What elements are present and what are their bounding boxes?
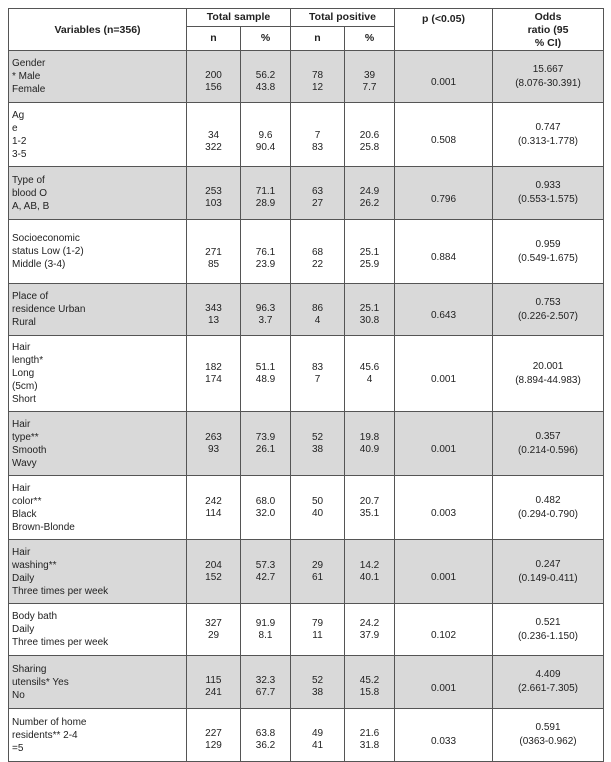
table-body: [9, 51, 604, 762]
ts-n-value: 253: [205, 186, 222, 197]
odds-ratio-cell: [493, 103, 604, 167]
p-value-cell: 0.508: [395, 103, 493, 167]
tp-n-cell: [291, 103, 345, 167]
ts-n-value: 29: [207, 629, 220, 641]
variable-line: Place of: [12, 291, 49, 302]
ts-pct-value: 76.1: [255, 246, 276, 258]
tp-n-value: 86: [311, 302, 324, 314]
ts-n-value: 174: [205, 373, 222, 385]
variable-line: Hair: [12, 342, 31, 353]
variable-line: residents** 2-4: [12, 729, 78, 741]
ts-pct-value: 67.7: [255, 687, 276, 698]
tp-pct-cell: [345, 167, 395, 220]
table-container: [8, 8, 604, 762]
ts-n-value: 34: [207, 129, 220, 141]
tp-pct-value: 39: [363, 69, 376, 81]
header-total-positive: Total positive: [291, 9, 395, 27]
variable-cell: [9, 167, 187, 220]
ts-pct-value: 3.7: [258, 314, 273, 326]
tp-n-value: 83: [311, 141, 324, 153]
ts-n-value: 200: [205, 69, 222, 81]
odds-ratio-value: 0.357: [535, 430, 561, 442]
tp-n-cell: [291, 412, 345, 476]
variable-cell: [9, 412, 187, 476]
header-row-top: [9, 9, 604, 27]
tp-n-value: 68: [311, 246, 324, 258]
confidence-interval: (8.894-44.983): [515, 374, 581, 386]
ts-n-value: 115: [205, 675, 222, 686]
tp-pct-cell: [345, 284, 395, 336]
odds-ratio-cell: [493, 709, 604, 762]
tp-pct-value: 35.1: [359, 507, 380, 519]
tp-n-cell: [291, 604, 345, 656]
variable-cell: [9, 604, 187, 656]
tp-n-value: 52: [311, 431, 324, 443]
odds-ratio-cell: [493, 412, 604, 476]
header-odds-line3: % CI): [534, 37, 562, 49]
variable-cell: [9, 656, 187, 709]
ts-n-value: 85: [207, 258, 220, 270]
tp-n-value: 4: [314, 314, 321, 326]
ts-pct-value: 57.3: [255, 559, 276, 571]
variable-line: Ag: [12, 109, 25, 121]
tp-pct-value: 31.8: [359, 740, 380, 751]
ts-pct-cell: [241, 476, 291, 540]
odds-ratio-cell: [493, 220, 604, 284]
tp-pct-cell: [345, 604, 395, 656]
variable-line: Gender: [12, 58, 46, 69]
variable-line: Black: [12, 508, 37, 520]
p-value-cell: 0.102: [395, 604, 493, 656]
ts-n-cell: [187, 709, 241, 762]
tp-pct-value: 45.2: [359, 675, 380, 686]
ts-n-value: 263: [205, 431, 222, 443]
ts-n-value: 182: [205, 361, 222, 373]
ts-pct-value: 91.9: [255, 617, 276, 629]
variable-line: status Low (1-2): [12, 246, 84, 257]
ts-n-value: 204: [205, 559, 222, 571]
variable-line: =5: [12, 742, 24, 754]
tp-pct-value: 20.6: [359, 129, 380, 141]
tp-n-value: 63: [311, 186, 324, 197]
odds-ratio-cell: [493, 604, 604, 656]
variable-line: Number of home: [12, 716, 87, 728]
tp-pct-value: 20.7: [359, 495, 380, 507]
tp-pct-cell: [345, 412, 395, 476]
ts-pct-value: 90.4: [255, 141, 276, 153]
p-value-cell: 0.001: [395, 540, 493, 604]
table-row: [9, 51, 604, 103]
odds-ratio-cell: [493, 284, 604, 336]
variable-line: Daily: [12, 624, 35, 635]
tp-pct-value: 21.6: [359, 728, 380, 739]
ts-n-cell: [187, 604, 241, 656]
tp-n-value: 7: [314, 129, 321, 141]
ts-n-value: 327: [205, 617, 222, 629]
ts-pct-cell: [241, 284, 291, 336]
variable-line: Socioeconomic: [12, 233, 80, 244]
header-total-sample: Total sample: [187, 9, 291, 27]
variable-line: (5cm): [12, 381, 38, 392]
table-row: [9, 709, 604, 762]
variable-line: utensils* Yes: [12, 676, 69, 688]
tp-pct-cell: [345, 476, 395, 540]
ts-n-value: 103: [205, 198, 222, 209]
ts-pct-cell: [241, 167, 291, 220]
odds-ratio-value: 0.591: [535, 722, 561, 733]
ts-n-value: 129: [205, 740, 222, 751]
variable-line: Female: [12, 84, 46, 95]
tp-n-cell: [291, 167, 345, 220]
ts-n-value: 152: [205, 571, 222, 583]
header-odds-line1: Odds: [534, 11, 562, 23]
tp-pct-value: 19.8: [359, 431, 380, 443]
table-row: [9, 284, 604, 336]
odds-ratio-value: 0.959: [535, 238, 561, 250]
odds-ratio-cell: [493, 167, 604, 220]
p-value-cell: 0.001: [395, 336, 493, 412]
ts-pct-value: 56.2: [255, 69, 276, 81]
ts-pct-value: 48.9: [255, 373, 276, 385]
variable-line: e: [12, 122, 18, 134]
ts-n-cell: [187, 336, 241, 412]
tp-n-value: 41: [311, 740, 324, 751]
tp-n-cell: [291, 51, 345, 103]
variable-line: Smooth: [12, 444, 47, 456]
ts-pct-cell: [241, 51, 291, 103]
variable-line: 1-2: [12, 135, 27, 147]
variable-line: Wavy: [12, 457, 37, 469]
variable-line: Three times per week: [12, 585, 109, 597]
tp-n-cell: [291, 476, 345, 540]
ts-n-value: 13: [207, 314, 220, 326]
ts-n-cell: [187, 412, 241, 476]
variable-line: Rural: [12, 317, 36, 328]
ts-n-cell: [187, 284, 241, 336]
p-value-cell: 0.796: [395, 167, 493, 220]
ts-n-cell: [187, 167, 241, 220]
table-row: [9, 540, 604, 604]
ts-n-value: 114: [205, 507, 222, 519]
confidence-interval: (2.661-7.305): [517, 683, 579, 694]
ts-pct-value: 51.1: [255, 361, 276, 373]
tp-n-value: 11: [312, 629, 323, 641]
odds-ratio-cell: [493, 336, 604, 412]
variable-line: length*: [12, 355, 44, 366]
tp-n-value: 40: [311, 507, 324, 519]
variable-line: A, AB, B: [12, 200, 50, 212]
ts-n-cell: [187, 476, 241, 540]
tp-n-cell: [291, 540, 345, 604]
ts-n-value: 241: [205, 687, 222, 698]
tp-pct-cell: [345, 336, 395, 412]
variable-line: Middle (3-4): [12, 259, 66, 270]
tp-n-value: 49: [311, 728, 324, 739]
variable-cell: [9, 51, 187, 103]
header-p-label: p (<0.05): [422, 13, 465, 25]
odds-ratio-cell: [493, 51, 604, 103]
variable-line: Sharing: [12, 663, 47, 675]
tp-pct-value: 4: [366, 373, 373, 385]
header-p-value: [395, 9, 493, 51]
variable-line: Hair: [12, 482, 31, 494]
tp-n-value: 52: [311, 675, 324, 686]
confidence-interval: (0.226-2.507): [517, 310, 579, 322]
header-variables: Variables (n=356): [9, 9, 187, 51]
tp-pct-cell: [345, 709, 395, 762]
ts-pct-cell: [241, 656, 291, 709]
ts-n-value: 271: [205, 246, 222, 258]
tp-pct-value: 24.2: [359, 617, 380, 629]
confidence-interval: (0.149-0.411): [518, 572, 578, 584]
variable-cell: [9, 220, 187, 284]
ts-pct-cell: [241, 412, 291, 476]
tp-pct-value: 40.1: [359, 571, 380, 583]
ts-n-value: 93: [207, 443, 220, 455]
variable-line: residence Urban: [12, 304, 86, 315]
tp-pct-value: 37.9: [359, 629, 380, 641]
tp-pct-cell: [345, 656, 395, 709]
tp-n-cell: [291, 656, 345, 709]
ts-n-cell: [187, 220, 241, 284]
odds-ratio-value: 0.247: [535, 558, 561, 570]
ts-n-cell: [187, 51, 241, 103]
variable-cell: [9, 540, 187, 604]
ts-pct-cell: [241, 540, 291, 604]
tp-pct-cell: [345, 540, 395, 604]
odds-ratio-value: 0.933: [535, 180, 561, 191]
p-value-cell: 0.001: [395, 412, 493, 476]
variable-line: Type of: [12, 174, 45, 186]
variable-cell: [9, 709, 187, 762]
header-tp-n: n: [291, 26, 345, 51]
header-ts-n: n: [187, 26, 241, 51]
variable-line: Brown-Blonde: [12, 521, 75, 533]
ts-pct-cell: [241, 336, 291, 412]
tp-pct-cell: [345, 51, 395, 103]
p-value-cell: 0.884: [395, 220, 493, 284]
data-table: [8, 8, 604, 762]
table-row: [9, 336, 604, 412]
odds-ratio-cell: [493, 540, 604, 604]
tp-n-value: 38: [311, 687, 324, 698]
ts-n-cell: [187, 656, 241, 709]
p-value-cell: 0.001: [395, 656, 493, 709]
tp-pct-value: 24.9: [359, 186, 380, 197]
header-odds-line2: ratio (95: [527, 24, 569, 36]
ts-pct-value: 71.1: [255, 186, 276, 197]
ts-pct-value: 9.6: [258, 129, 273, 141]
confidence-interval: (8.076-30.391): [515, 77, 581, 89]
odds-ratio-value: 15.667: [532, 63, 564, 75]
tp-pct-value: 25.1: [359, 246, 380, 258]
odds-ratio-cell: [493, 656, 604, 709]
ts-n-value: 343: [205, 302, 222, 314]
odds-ratio-value: 20.001: [532, 360, 564, 372]
variable-line: Hair: [12, 418, 31, 430]
ts-pct-cell: [241, 103, 291, 167]
ts-pct-value: 32.0: [255, 507, 276, 519]
variable-line: Three times per week: [12, 637, 109, 648]
ts-pct-value: 63.8: [255, 728, 276, 739]
tp-n-value: 29: [311, 559, 324, 571]
header-odds-ratio: [493, 9, 604, 51]
variable-line: type**: [12, 431, 39, 443]
table-row: [9, 220, 604, 284]
p-value-cell: 0.001: [395, 51, 493, 103]
tp-pct-value: 7.7: [362, 81, 377, 93]
tp-pct-value: 15.8: [359, 687, 380, 698]
odds-ratio-value: 0.521: [535, 616, 561, 628]
tp-n-cell: [291, 709, 345, 762]
tp-pct-value: 40.9: [359, 443, 380, 455]
tp-pct-value: 14.2: [359, 559, 380, 571]
variable-line: Short: [12, 394, 36, 405]
ts-pct-value: 42.7: [255, 571, 276, 583]
ts-pct-cell: [241, 709, 291, 762]
tp-pct-value: 25.8: [359, 141, 380, 153]
tp-pct-value: 25.9: [359, 258, 380, 270]
ts-n-value: 156: [205, 81, 222, 93]
tp-n-value: 61: [311, 571, 324, 583]
confidence-interval: (0.294-0.790): [517, 508, 579, 520]
tp-n-value: 79: [311, 617, 324, 629]
ts-pct-cell: [241, 220, 291, 284]
ts-pct-value: 43.8: [255, 81, 276, 93]
confidence-interval: (0.549-1.675): [517, 252, 579, 264]
variable-line: washing**: [12, 559, 57, 571]
tp-pct-value: 25.1: [359, 302, 380, 314]
header-ts-pct: %: [241, 26, 291, 51]
variable-line: No: [12, 689, 25, 701]
ts-pct-cell: [241, 604, 291, 656]
tp-n-value: 38: [311, 443, 324, 455]
tp-n-cell: [291, 220, 345, 284]
ts-pct-value: 28.9: [255, 198, 276, 209]
table-row: [9, 167, 604, 220]
variable-cell: [9, 103, 187, 167]
ts-n-value: 322: [205, 141, 222, 153]
ts-pct-value: 26.1: [255, 443, 276, 455]
tp-n-cell: [291, 336, 345, 412]
tp-n-cell: [291, 284, 345, 336]
ts-pct-value: 73.9: [255, 431, 276, 443]
ts-pct-value: 23.9: [255, 258, 276, 270]
table-row: [9, 412, 604, 476]
variable-line: 3-5: [12, 148, 27, 160]
ts-pct-value: 32.3: [255, 675, 276, 686]
tp-pct-value: 45.6: [359, 361, 380, 373]
variable-line: Daily: [12, 572, 35, 584]
odds-ratio-value: 4.409: [535, 669, 561, 680]
confidence-interval: (0.313-1.778): [517, 135, 579, 147]
ts-n-cell: [187, 540, 241, 604]
confidence-interval: (0.236-1.150): [517, 630, 579, 642]
variable-line: color**: [12, 495, 42, 507]
odds-ratio-value: 0.482: [535, 494, 561, 506]
table-row: [9, 604, 604, 656]
p-value-cell: 0.003: [395, 476, 493, 540]
confidence-interval: (0363-0.962): [519, 736, 577, 747]
ts-n-value: 227: [205, 728, 222, 739]
p-value-cell: 0.033: [395, 709, 493, 762]
tp-pct-value: 26.2: [359, 198, 380, 209]
odds-ratio-cell: [493, 476, 604, 540]
header-tp-pct: %: [345, 26, 395, 51]
ts-pct-value: 96.3: [255, 302, 276, 314]
table-row: [9, 103, 604, 167]
tp-n-value: 78: [311, 69, 324, 81]
tp-n-value: 7: [314, 373, 321, 385]
ts-pct-value: 8.1: [258, 629, 273, 641]
tp-n-value: 22: [311, 258, 324, 270]
ts-n-cell: [187, 103, 241, 167]
table-row: [9, 656, 604, 709]
variable-cell: [9, 476, 187, 540]
tp-n-value: 83: [311, 361, 324, 373]
variable-line: Long: [12, 368, 35, 379]
tp-pct-cell: [345, 103, 395, 167]
tp-n-value: 50: [311, 495, 324, 507]
tp-n-value: 12: [311, 81, 324, 93]
variable-line: * Male: [12, 71, 41, 82]
variable-cell: [9, 336, 187, 412]
odds-ratio-value: 0.747: [535, 121, 561, 133]
tp-pct-value: 30.8: [359, 314, 380, 326]
tp-pct-cell: [345, 220, 395, 284]
variable-line: Body bath: [12, 611, 58, 622]
p-value-cell: 0.643: [395, 284, 493, 336]
variable-line: blood O: [12, 187, 48, 199]
ts-n-value: 242: [205, 495, 222, 507]
tp-n-value: 27: [311, 198, 324, 209]
confidence-interval: (0.553-1.575): [517, 194, 579, 205]
ts-pct-value: 36.2: [255, 740, 276, 751]
variable-cell: [9, 284, 187, 336]
table-row: [9, 476, 604, 540]
ts-pct-value: 68.0: [255, 495, 276, 507]
variable-line: Hair: [12, 546, 31, 558]
odds-ratio-value: 0.753: [535, 296, 561, 308]
confidence-interval: (0.214-0.596): [517, 444, 579, 456]
